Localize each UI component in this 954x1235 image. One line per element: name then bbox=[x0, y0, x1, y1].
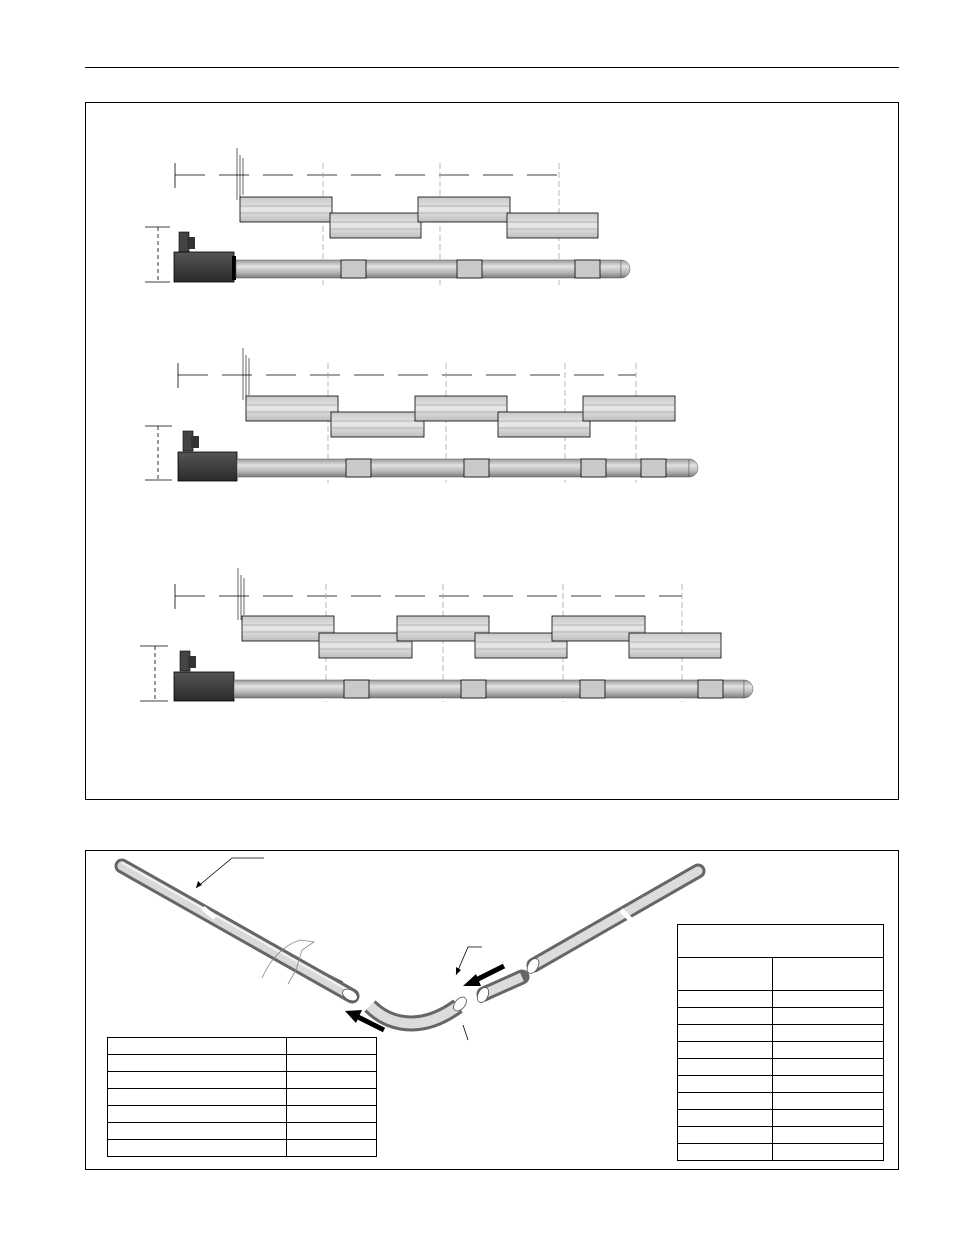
table-row bbox=[678, 1127, 884, 1144]
table-cell bbox=[287, 1038, 377, 1055]
table-row bbox=[678, 1144, 884, 1161]
slat-panel bbox=[242, 616, 721, 658]
bracket bbox=[581, 459, 606, 477]
table-row bbox=[108, 1106, 377, 1123]
table-cell bbox=[773, 1093, 884, 1110]
roller-tube bbox=[234, 680, 744, 698]
table-cell bbox=[108, 1106, 287, 1123]
table-cell bbox=[287, 1106, 377, 1123]
roller-tube bbox=[237, 459, 689, 477]
table-cell bbox=[773, 1076, 884, 1093]
motor-unit bbox=[174, 232, 236, 282]
table-row bbox=[108, 1038, 377, 1055]
table-row bbox=[108, 1123, 377, 1140]
specs-table-right bbox=[677, 924, 884, 1161]
table-row bbox=[108, 1072, 377, 1089]
table-cell bbox=[287, 1089, 377, 1106]
roller-tube bbox=[236, 260, 621, 278]
table-cell bbox=[678, 1110, 773, 1127]
table-cell bbox=[287, 1140, 377, 1157]
table-cell bbox=[108, 1089, 287, 1106]
table-row bbox=[678, 1042, 884, 1059]
bracket bbox=[461, 680, 486, 698]
table-row bbox=[678, 991, 884, 1008]
motor-unit bbox=[178, 431, 237, 481]
bracket bbox=[341, 260, 366, 278]
table-row bbox=[678, 1093, 884, 1110]
table-row bbox=[108, 1055, 377, 1072]
bracket bbox=[698, 680, 723, 698]
layout-diagram-1 bbox=[145, 148, 630, 285]
table-cell bbox=[108, 1072, 287, 1089]
bracket bbox=[575, 260, 600, 278]
layout-diagram-3 bbox=[140, 568, 753, 702]
table-cell bbox=[678, 1093, 773, 1110]
table-cell bbox=[108, 1055, 287, 1072]
table-row bbox=[678, 1008, 884, 1025]
table-cell bbox=[773, 1042, 884, 1059]
table-cell bbox=[773, 1008, 884, 1025]
slat-panel bbox=[246, 396, 675, 437]
table-header-cell bbox=[678, 958, 773, 991]
bracket bbox=[346, 459, 371, 477]
table-cell bbox=[108, 1140, 287, 1157]
table-cell bbox=[678, 1059, 773, 1076]
layout-diagram-2 bbox=[145, 348, 698, 483]
table-cell bbox=[773, 1059, 884, 1076]
bracket bbox=[344, 680, 369, 698]
table-cell bbox=[678, 1127, 773, 1144]
slat-panel bbox=[240, 197, 598, 238]
specs-table-left bbox=[107, 1037, 377, 1157]
table-cell bbox=[287, 1072, 377, 1089]
table-cell bbox=[108, 1123, 287, 1140]
table-cell bbox=[678, 991, 773, 1008]
table-header-cell bbox=[773, 958, 884, 991]
table-row bbox=[678, 1059, 884, 1076]
table-cell bbox=[678, 1008, 773, 1025]
table-cell bbox=[287, 1123, 377, 1140]
bracket bbox=[580, 680, 605, 698]
table-cell bbox=[678, 1076, 773, 1093]
table-cell bbox=[773, 1127, 884, 1144]
motor-unit bbox=[174, 651, 234, 701]
table-cell bbox=[678, 1025, 773, 1042]
table-cell bbox=[287, 1055, 377, 1072]
bracket bbox=[457, 260, 482, 278]
bracket bbox=[641, 459, 666, 477]
table-row bbox=[678, 1025, 884, 1042]
bracket bbox=[464, 459, 489, 477]
table-cell bbox=[773, 1025, 884, 1042]
table-header-row bbox=[678, 958, 884, 991]
table-cell bbox=[773, 991, 884, 1008]
table-caption bbox=[678, 925, 884, 958]
table-cell bbox=[678, 1144, 773, 1161]
table-cell bbox=[773, 1144, 884, 1161]
table-cell bbox=[773, 1110, 884, 1127]
table-cell bbox=[108, 1038, 287, 1055]
table-row bbox=[678, 1076, 884, 1093]
shaft-assembly-illustration bbox=[121, 858, 698, 1040]
table-row bbox=[678, 1110, 884, 1127]
table-row bbox=[108, 1089, 377, 1106]
table-cell bbox=[678, 1042, 773, 1059]
table-row bbox=[108, 1140, 377, 1157]
table-caption-row bbox=[678, 925, 884, 958]
